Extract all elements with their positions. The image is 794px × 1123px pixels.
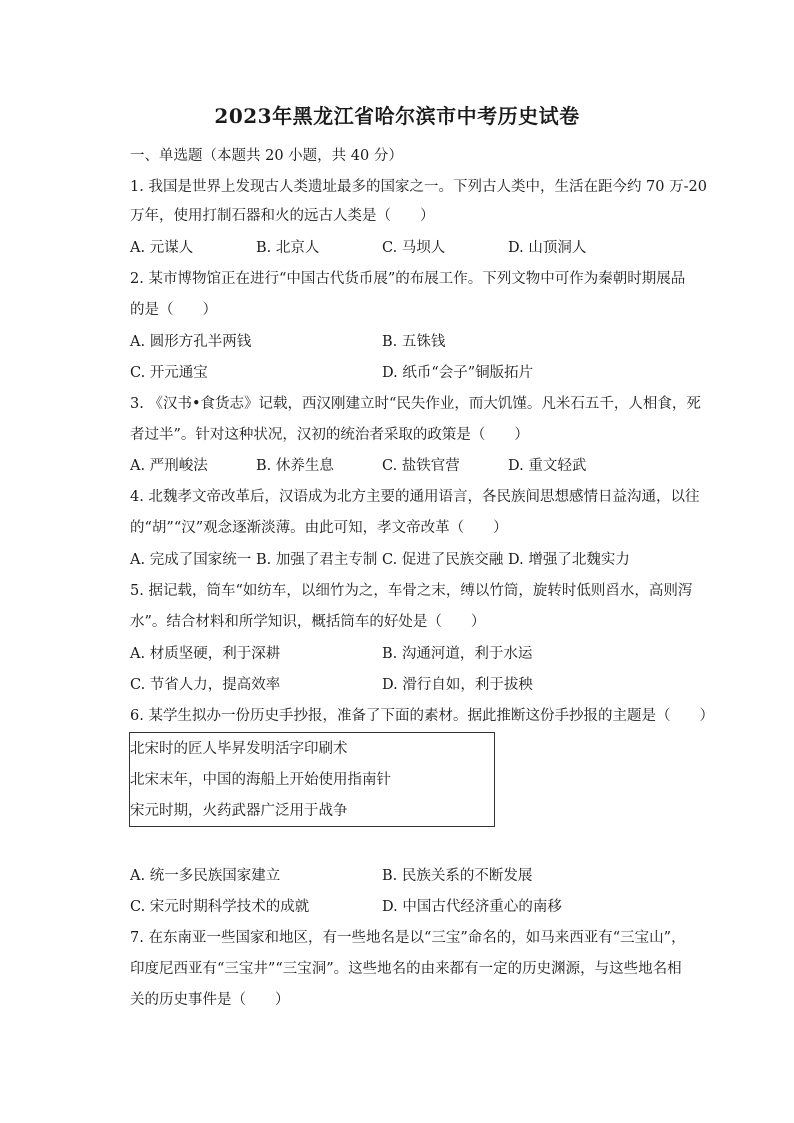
material-line-2: 北宋末年，中国的海船上开始使用指南针 <box>130 772 391 788</box>
question-4-option-b: B. 加强了君主专制 <box>256 552 378 568</box>
question-1-line-2: 万年，使用打制石器和火的远古人类是（ ） <box>130 208 435 224</box>
question-3-option-b: B. 休养生息 <box>256 458 334 474</box>
question-2-line-2: 的是（ ） <box>130 302 217 318</box>
page-title: 2023年黑龙江省哈尔滨市中考历史试卷 <box>214 104 580 128</box>
question-6-option-b: B. 民族关系的不断发展 <box>382 868 533 884</box>
question-4-line-1: 4. 北魏孝文帝改革后，汉语成为北方主要的通用语言，各民族间思想感情日益沟通，以往 <box>130 489 700 505</box>
question-2-option-d: D. 纸币“会子”铜版拓片 <box>382 365 534 381</box>
question-7-line-1: 7. 在东南亚一些国家和地区，有一些地名是以“三宝”命名的，如马来西亚有“三宝山”， <box>130 930 686 946</box>
question-3-option-a: A. 严刑峻法 <box>130 458 208 474</box>
question-4-option-a: A. 完成了国家统一 <box>130 552 252 568</box>
question-2-option-c: C. 开元通宝 <box>130 365 208 381</box>
question-4-option-d: D. 增强了北魏实力 <box>508 552 630 568</box>
question-5-option-b: B. 沟通河道，利于水运 <box>382 646 533 662</box>
question-5-option-d: D. 滑行自如，利于拔秧 <box>382 677 533 693</box>
question-3-option-c: C. 盐铁官营 <box>382 458 460 474</box>
material-line-3: 宋元时期，火药武器广泛用于战争 <box>130 803 348 819</box>
question-1-option-c: C. 马坝人 <box>382 240 446 256</box>
question-7-line-3: 关的历史事件是（ ） <box>130 992 290 1008</box>
section-heading: 一、单选题（本题共 20 小题，共 40 分） <box>130 148 403 164</box>
question-7-line-2: 印度尼西亚有“三宝井”“三宝洞”。这些地名的由来都有一定的历史渊源，与这些地名相 <box>130 961 682 977</box>
question-1-option-d: D. 山顶洞人 <box>508 240 587 256</box>
question-4-line-2: 的“胡”“汉”观念逐渐淡薄。由此可知，孝文帝改革（ ） <box>130 520 508 536</box>
question-6-option-d: D. 中国古代经济重心的南移 <box>382 899 562 915</box>
question-6-option-a: A. 统一多民族国家建立 <box>130 868 281 884</box>
question-2-option-a: A. 圆形方孔半两钱 <box>130 334 252 350</box>
question-2-option-b: B. 五铢钱 <box>382 334 446 350</box>
question-4-option-c: C. 促进了民族交融 <box>382 552 504 568</box>
question-6-option-c: C. 宋元时期科学技术的成就 <box>130 899 310 915</box>
material-line-1: 北宋时的匠人毕昇发明活字印刷术 <box>130 741 348 757</box>
question-5-option-c: C. 节省人力，提高效率 <box>130 677 281 693</box>
question-2-line-1: 2. 某市博物馆正在进行“中国古代货币展”的布展工作。下列文物中可作为秦朝时期展品 <box>130 271 686 287</box>
question-1-line-1: 1. 我国是世界上发现古人类遗址最多的国家之一。下列古人类中，生活在距今约 70 万-20 <box>130 179 707 195</box>
question-3-option-d: D. 重文轻武 <box>508 458 587 474</box>
question-3-line-2: 者过半”。针对这种状况，汉初的统治者采取的政策是（ ） <box>130 427 529 443</box>
question-5-option-a: A. 材质坚硬，利于深耕 <box>130 646 281 662</box>
material-box <box>129 732 495 827</box>
question-6-line-1: 6. 某学生拟办一份历史手抄报，准备了下面的素材。据此推断这份手抄报的主题是（ ） <box>130 708 714 724</box>
question-5-line-1: 5. 据记载，筒车“如纺车，以细竹为之，车骨之末，缚以竹筒，旋转时低则舀水，高则泻 <box>130 583 693 599</box>
question-1-option-b: B. 北京人 <box>256 240 320 256</box>
question-3-line-1: 3. 《汉书•食货志》记载，西汉刚建立时“民失作业，而大饥馑。凡米石五千，人相食，死 <box>130 396 701 412</box>
question-5-line-2: 水”。结合材料和所学知识，概括筒车的好处是（ ） <box>130 614 486 630</box>
question-1-option-a: A. 元谋人 <box>130 240 194 256</box>
